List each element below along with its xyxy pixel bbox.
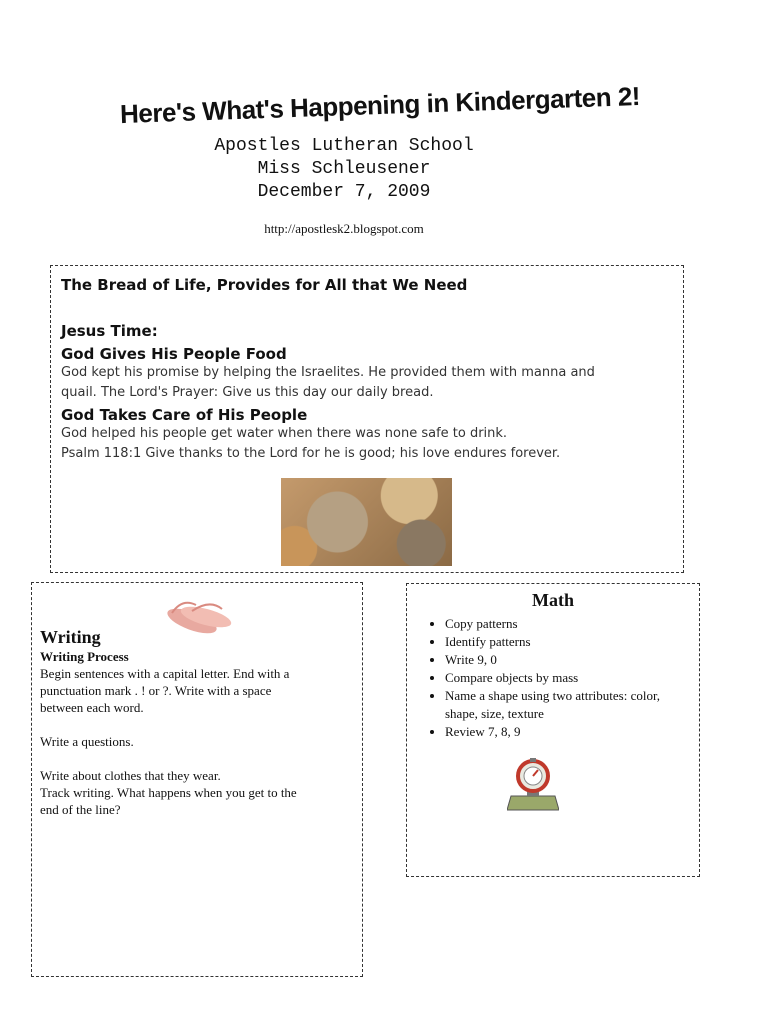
section1-heading: God Gives His People Food (61, 345, 287, 363)
newsletter-date: December 7, 2009 (257, 182, 431, 202)
bread-photo (281, 478, 452, 566)
math-list (415, 615, 691, 741)
math-heading: Math (532, 590, 574, 610)
writing-line: Write a questions. (40, 734, 134, 749)
school-name: Apostles Lutheran School (214, 136, 474, 156)
theme-heading: The Bread of Life, Provides for All that We Need (61, 276, 468, 294)
writing-line: end of the line? (40, 802, 121, 817)
section1-text-line1: God kept his promise by helping the Israelites. He provided them with manna and (61, 365, 595, 380)
jesus-time-heading: Jesus Time: (61, 322, 158, 340)
writing-subheading: Writing Process (40, 649, 129, 664)
writing-box (31, 582, 363, 977)
list-item: • Copy patterns (445, 615, 691, 633)
newsletter-title: Here's What's Happening in Kindergarten 2! (119, 80, 641, 130)
writing-body (40, 665, 350, 818)
teacher-name: Miss Schleusener (257, 159, 431, 179)
writing-heading: Writing (40, 627, 101, 647)
section2-text-line2: Psalm 118:1 Give thanks to the Lord for he is good; his love endures forever. (61, 446, 561, 461)
math-box (406, 583, 700, 877)
writing-line: punctuation mark . ! or ?. Write with a space (40, 683, 272, 698)
list-item: • Identify patterns (445, 633, 691, 651)
writing-line: Write about clothes that they wear. (40, 768, 221, 783)
writing-line: Track writing. What happens when you get to the (40, 785, 297, 800)
section2-text-line1: God helped his people get water when there was none safe to drink. (61, 426, 508, 441)
blog-url[interactable]: http://apostlesk2.blogspot.com (264, 221, 424, 236)
ballet-shoes-icon (162, 593, 236, 643)
scale-icon (507, 756, 559, 812)
section2-heading: God Takes Care of His People (61, 406, 308, 424)
list-item: • Review 7, 8, 9 (445, 723, 691, 741)
list-item: • Name a shape using two attributes: color, shape, size, texture (445, 687, 691, 723)
section1-text-line2: quail. The Lord's Prayer: Give us this day our daily bread. (61, 385, 434, 400)
writing-line: Begin sentences with a capital letter. End with a (40, 666, 290, 681)
writing-line: between each word. (40, 700, 144, 715)
list-item: • Write 9, 0 (445, 651, 691, 669)
list-item: • Compare objects by mass (445, 669, 691, 687)
